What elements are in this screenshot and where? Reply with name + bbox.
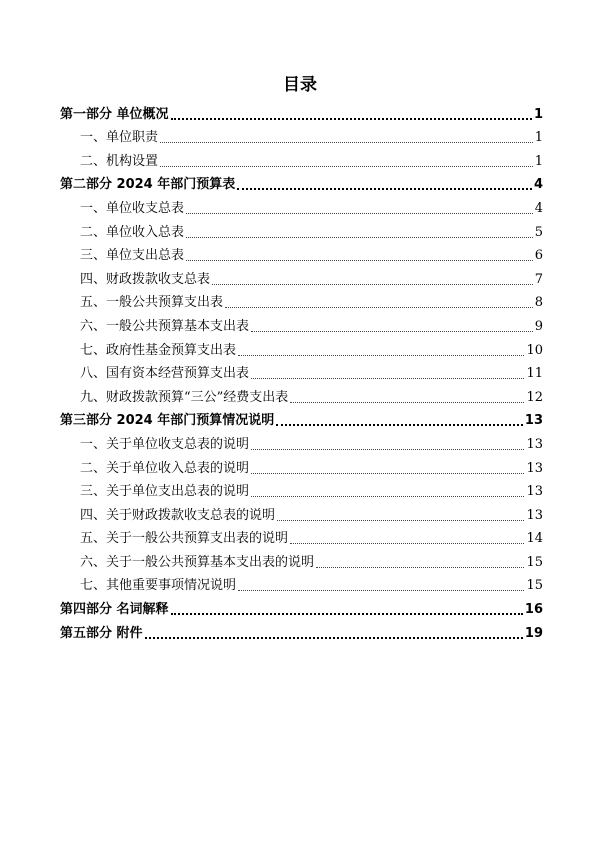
toc-entry-text: 四、财政拨款收支总表 <box>80 271 211 287</box>
toc-page-number: 9 <box>534 318 543 334</box>
toc-dot-leader <box>186 237 533 238</box>
toc-entry-text: 六、关于一般公共预算基本支出表的说明 <box>80 554 315 570</box>
toc-entry-text: 九、财政拨款预算“三公”经费支出表 <box>80 389 289 405</box>
toc-entry-text: 二、机构设置 <box>80 153 159 169</box>
toc-dot-leader <box>251 496 524 497</box>
toc-entry-text: 第一部分 单位概况 <box>60 106 169 122</box>
toc-dot-leader <box>160 142 533 143</box>
toc-entry-text: 五、一般公共预算支出表 <box>80 295 224 311</box>
toc-entry-text: 第三部分 2024 年部门预算情况说明 <box>60 413 275 429</box>
toc-entry-text: 七、政府性基金预算支出表 <box>80 342 237 358</box>
toc-page-number: 1 <box>533 106 543 122</box>
toc-subsection-entry[interactable] <box>60 289 543 313</box>
toc-page-number: 4 <box>534 200 543 216</box>
toc-page-number: 5 <box>534 224 543 240</box>
toc-entry-text: 一、单位收支总表 <box>80 200 185 216</box>
toc-entry-text: 第二部分 2024 年部门预算表 <box>60 177 236 193</box>
toc-dot-leader <box>276 424 523 426</box>
toc-entry-text: 三、关于单位支出总表的说明 <box>80 484 250 500</box>
toc-dot-leader <box>212 284 533 285</box>
toc-page-number: 8 <box>534 295 543 311</box>
toc-subsection-entry[interactable] <box>60 265 543 289</box>
toc-entry-text: 四、关于财政拨款收支总表的说明 <box>80 507 276 523</box>
toc-dot-leader <box>290 543 524 544</box>
toc-page-number: 16 <box>524 602 543 618</box>
toc-dot-leader <box>171 613 523 615</box>
toc-dot-leader <box>251 449 524 450</box>
toc-subsection-entry[interactable] <box>60 383 543 407</box>
toc-page-number: 4 <box>533 177 543 193</box>
toc-entry-text: 第五部分 附件 <box>60 625 143 641</box>
toc-dot-leader <box>186 213 533 214</box>
toc-entry-text: 三、单位支出总表 <box>80 248 185 264</box>
toc-section-entry[interactable] <box>60 171 543 195</box>
toc-page-number: 10 <box>526 342 543 358</box>
toc-entry-text: 六、一般公共预算基本支出表 <box>80 318 250 334</box>
toc-page-number: 1 <box>534 153 543 169</box>
toc-section-entry[interactable] <box>60 100 543 124</box>
toc-dot-leader <box>171 118 532 120</box>
toc-dot-leader <box>160 166 533 167</box>
toc-page-number: 13 <box>526 507 543 523</box>
toc-entry-text: 第四部分 名词解释 <box>60 602 169 618</box>
toc-dot-leader <box>290 402 524 403</box>
toc-subsection-entry[interactable] <box>60 194 543 218</box>
toc-page-number: 13 <box>526 460 543 476</box>
toc-subsection-entry[interactable] <box>60 360 543 384</box>
toc-dot-leader <box>238 590 524 591</box>
toc-page-number: 13 <box>526 484 543 500</box>
toc-dot-leader <box>251 331 533 332</box>
toc-section-entry[interactable] <box>60 407 543 431</box>
toc-dot-leader <box>251 378 524 379</box>
toc-entry-text: 二、关于单位收入总表的说明 <box>80 460 250 476</box>
toc-subsection-entry[interactable] <box>60 124 543 148</box>
page-title: 目录 <box>283 75 317 95</box>
toc-subsection-entry[interactable] <box>60 501 543 525</box>
toc-subsection-entry[interactable] <box>60 147 543 171</box>
toc-page-number: 15 <box>526 554 543 570</box>
toc-page-number: 7 <box>534 271 543 287</box>
toc-dot-leader <box>186 260 533 261</box>
toc-subsection-entry[interactable] <box>60 242 543 266</box>
table-of-contents <box>60 100 543 643</box>
toc-subsection-entry[interactable] <box>60 430 543 454</box>
toc-entry-text: 一、关于单位收支总表的说明 <box>80 436 250 452</box>
toc-page-number: 6 <box>534 248 543 264</box>
toc-dot-leader <box>277 520 524 521</box>
toc-page-number: 11 <box>526 366 543 382</box>
toc-page-number: 15 <box>526 578 543 594</box>
toc-entry-text: 一、单位职责 <box>80 130 159 146</box>
toc-page-number: 13 <box>524 413 543 429</box>
toc-subsection-entry[interactable] <box>60 312 543 336</box>
toc-subsection-entry[interactable] <box>60 572 543 596</box>
toc-subsection-entry[interactable] <box>60 525 543 549</box>
toc-section-entry[interactable] <box>60 619 543 643</box>
toc-page-number: 19 <box>524 625 543 641</box>
toc-dot-leader <box>145 637 523 639</box>
toc-entry-text: 八、国有资本经营预算支出表 <box>80 366 250 382</box>
toc-dot-leader <box>238 355 524 356</box>
toc-page-number: 14 <box>526 531 543 547</box>
toc-section-entry[interactable] <box>60 595 543 619</box>
toc-page-number: 1 <box>534 130 543 146</box>
toc-subsection-entry[interactable] <box>60 218 543 242</box>
toc-dot-leader <box>237 188 532 190</box>
toc-dot-leader <box>316 567 524 568</box>
toc-subsection-entry[interactable] <box>60 548 543 572</box>
toc-subsection-entry[interactable] <box>60 478 543 502</box>
toc-page-number: 13 <box>526 436 543 452</box>
toc-dot-leader <box>225 307 533 308</box>
toc-entry-text: 七、其他重要事项情况说明 <box>80 578 237 594</box>
toc-entry-text: 五、关于一般公共预算支出表的说明 <box>80 531 289 547</box>
toc-page-number: 12 <box>526 389 543 405</box>
toc-subsection-entry[interactable] <box>60 336 543 360</box>
toc-entry-text: 二、单位收入总表 <box>80 224 185 240</box>
toc-dot-leader <box>251 473 524 474</box>
toc-subsection-entry[interactable] <box>60 454 543 478</box>
